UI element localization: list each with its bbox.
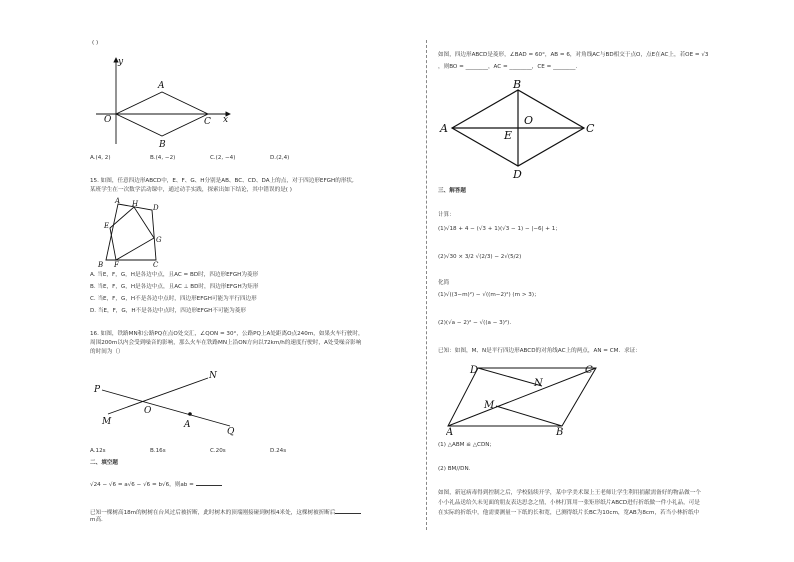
label-B: B bbox=[513, 78, 522, 91]
label-C: C bbox=[586, 122, 595, 135]
label-x: x bbox=[223, 115, 229, 125]
q16-text-line3: 的时间为（） bbox=[90, 349, 124, 355]
label-M: M bbox=[484, 400, 495, 411]
q15-text-line1: 15. 如图，任意四边形ABCD中，E、F、G、H分别是AB、BC、CD、DA上的点，对于四边形EFGH的形状, bbox=[90, 178, 354, 184]
q15-option-c: C. 当E，F，G，H不是各边中点时，四边形EFGH可能为平行四边形 bbox=[90, 296, 257, 302]
label-D: D bbox=[513, 168, 522, 180]
label-P: P bbox=[94, 385, 101, 395]
label-C: C bbox=[204, 117, 211, 127]
q15-option-a: A. 当E，F，G，H是各边中点，且AC = BD时，四边形EFGH为菱形 bbox=[90, 272, 259, 278]
label-C: C bbox=[153, 261, 159, 268]
proof-intro: 已知：如图，M、N是平行四边形ABCD的对角线AC上的两点，AN = CM．求证： bbox=[438, 348, 641, 354]
q16-text-line1: 16. 如图，铁路MN和公路PQ在点O处交汇，∠QON = 30°，公路PQ上A处距离O点240m，如果火车行驶时， bbox=[90, 331, 364, 337]
q14-option-d: D.(2,4) bbox=[270, 155, 290, 161]
label-O: O bbox=[144, 406, 152, 416]
fill-question-2-text: 已知一棵树高18m的树树在台风过后被折断，此时树木的顶端刚接碰到树根4米处，这棵树被折断后 bbox=[90, 510, 336, 516]
label-C: C bbox=[585, 365, 593, 376]
q16-option-d: D.24s bbox=[270, 448, 287, 454]
q15-option-b: B. 当E，F，G，H是各边中点，且AC ⊥ BD时，四边形EFGH为矩形 bbox=[90, 284, 259, 290]
simplify-item-1: (1)√((3−m)²) − √((m−2)²) (m > 3)； bbox=[438, 292, 540, 298]
label-E: E bbox=[504, 129, 513, 142]
calc-title: 计算： bbox=[438, 212, 455, 218]
fill-question-2-line2: m高. bbox=[90, 517, 103, 523]
rhombus-question-line1: 如图，四边形ABCD是菱形，∠BAD = 60°，AB = 6，对角线AC与BD相交于点O，点E在AC上，若OE = √3 bbox=[438, 52, 709, 58]
label-D: D bbox=[153, 204, 159, 212]
fill-question-1 bbox=[90, 480, 222, 489]
last-question-line1: 如图，新冠病毒得到控制之后，学校陆续开学，某中学美术课上王老师让学生利用捐献需备好的物品做一个 bbox=[438, 490, 701, 496]
q15-text-line2: 某班学生在一次数学活动课中，通过动手实践，探索出如下结论，其中错误的是( ) bbox=[90, 187, 292, 193]
last-question-line3: 在实际的折纸中，他需要测量一下纸的长和宽，已测得纸片长BC为10cm，宽AB为8cm，若当小林折纸中 bbox=[438, 510, 700, 516]
label-Q: Q bbox=[227, 427, 235, 436]
label-O: O bbox=[104, 115, 112, 125]
simplify-title: 化简 bbox=[438, 280, 450, 286]
q14-option-a: A.(4, 2) bbox=[90, 155, 111, 161]
column-divider bbox=[426, 40, 427, 530]
q14-option-c: C.(2, −4) bbox=[210, 155, 236, 161]
label-O: O bbox=[524, 114, 534, 127]
proof-part-1: (1) △ABM ≌ △CDN； bbox=[438, 442, 496, 448]
label-N: N bbox=[534, 378, 543, 389]
calc-item-1: (1)√18 + 4 − (√3 + 1)(√3 − 1) − |−6| + 1； bbox=[438, 226, 561, 232]
answer-blank bbox=[335, 508, 361, 514]
proof-part-2: (2) BM//DN. bbox=[438, 466, 471, 472]
label-B: B bbox=[556, 427, 564, 436]
section-answer-title: 三、解答题 bbox=[438, 188, 466, 194]
label-A: A bbox=[184, 420, 191, 430]
label-B: B bbox=[159, 140, 166, 148]
label-y: y bbox=[118, 57, 124, 67]
label-F: F bbox=[114, 261, 119, 268]
label-M: M bbox=[102, 417, 112, 427]
label-N: N bbox=[209, 371, 217, 381]
label-A: A bbox=[158, 81, 165, 91]
last-question-line2: 小小礼品送给久未见面的朋友表达思念之情，小林打算用一张矩形纸片ABCD进行折纸做一件小礼品，可是 bbox=[438, 500, 700, 506]
label-B: B bbox=[98, 261, 104, 268]
label-E: E bbox=[104, 222, 110, 230]
figure-railway-road bbox=[88, 368, 248, 436]
figure-quadrilateral-efgh bbox=[90, 196, 170, 268]
answer-blank bbox=[196, 480, 222, 486]
simplify-item-2: (2)(√a − 2)² − √((a − 3)²). bbox=[438, 320, 512, 326]
label-A: A bbox=[115, 197, 121, 205]
q16-option-c: C.20s bbox=[210, 448, 226, 454]
fill-question-1-text: √24 − √6 = a√6 − √6 = b√6，则ab = bbox=[90, 482, 196, 488]
figure-parallelogram-abcd bbox=[446, 360, 606, 436]
calc-item-2: (2)√30 × 3/2 √(2/3) − 2√(5/2) bbox=[438, 254, 522, 260]
section-fill-in-title: 二、填空题 bbox=[90, 460, 118, 466]
q15-option-d: D. 当E，F，G，H不是各边中点时，四边形EFGH不可能为菱形 bbox=[90, 308, 246, 314]
figure-coordinate-rhombus bbox=[90, 52, 240, 148]
label-G: G bbox=[156, 236, 162, 244]
label-H: H bbox=[132, 200, 139, 208]
q16-option-a: A.12s bbox=[90, 448, 106, 454]
rhombus-question-line2: ，则BO = ________，AC = ________，CE = ________. bbox=[438, 64, 578, 70]
q16-text-line2: 周围200m以内会受到噪音的影响，那么火车在铁路MN上沿ON方向以72km/h的速度行驶时，A处受噪音影响 bbox=[90, 340, 362, 346]
label-A: A bbox=[440, 122, 448, 135]
q14-answer-paren: ( ) bbox=[92, 40, 99, 46]
fill-question-2-line1 bbox=[90, 508, 361, 517]
label-A: A bbox=[446, 427, 454, 436]
label-D: D bbox=[470, 365, 479, 376]
figure-rhombus-abcd bbox=[436, 76, 606, 180]
q14-option-b: B.(4, −2) bbox=[150, 155, 176, 161]
q16-option-b: B.16s bbox=[150, 448, 166, 454]
